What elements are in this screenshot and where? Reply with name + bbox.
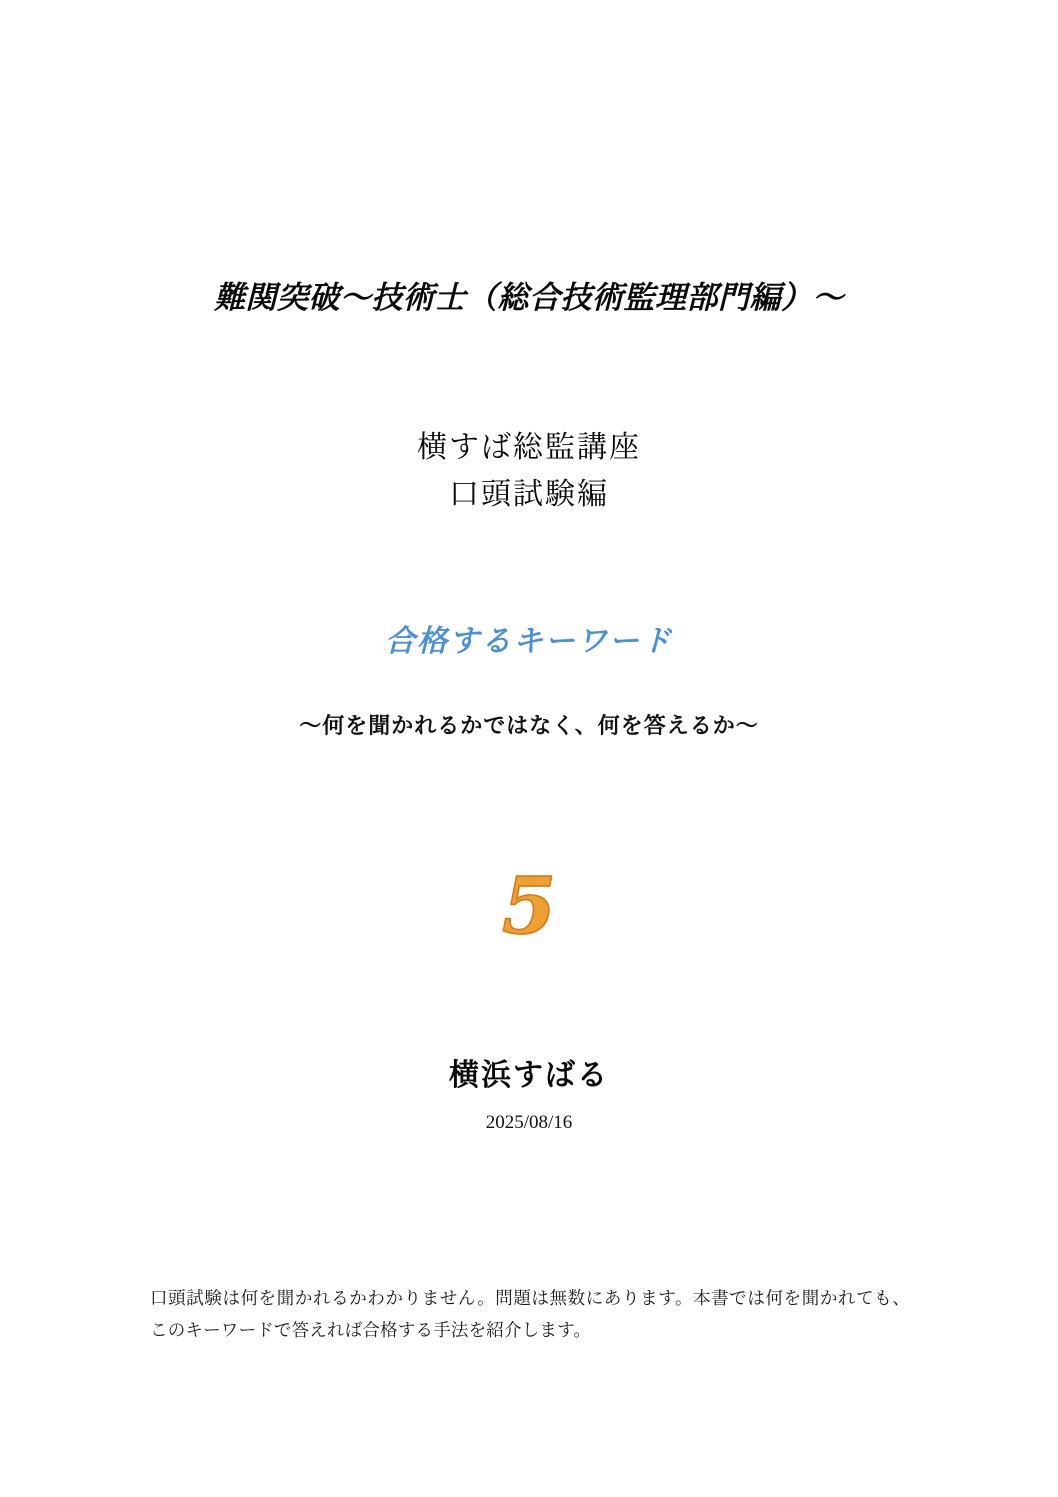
- keyword-heading: 合格するキーワード: [385, 625, 673, 658]
- course-title-line-2: 口頭試験編: [449, 477, 609, 511]
- course-title-line-1: 横すば総監講座: [417, 431, 641, 464]
- document-date: 2025/08/16: [485, 1112, 573, 1133]
- edition-number: 5: [501, 861, 557, 952]
- author-name: 横浜すばる: [449, 1059, 609, 1092]
- course-title-block: [0, 425, 1058, 518]
- page-title: 難関突破～技術士（総合技術監理部門編）～: [214, 280, 844, 315]
- subtitle: ～何を聞かれるかではなく、何を答えるか～: [299, 713, 759, 738]
- footer-note: 口頭試験は何を聞かれるかわかりません。問題は無数にあります。本書では何を聞かれても、このキーワードで答えれば合格する手法を紹介します。: [150, 1288, 910, 1341]
